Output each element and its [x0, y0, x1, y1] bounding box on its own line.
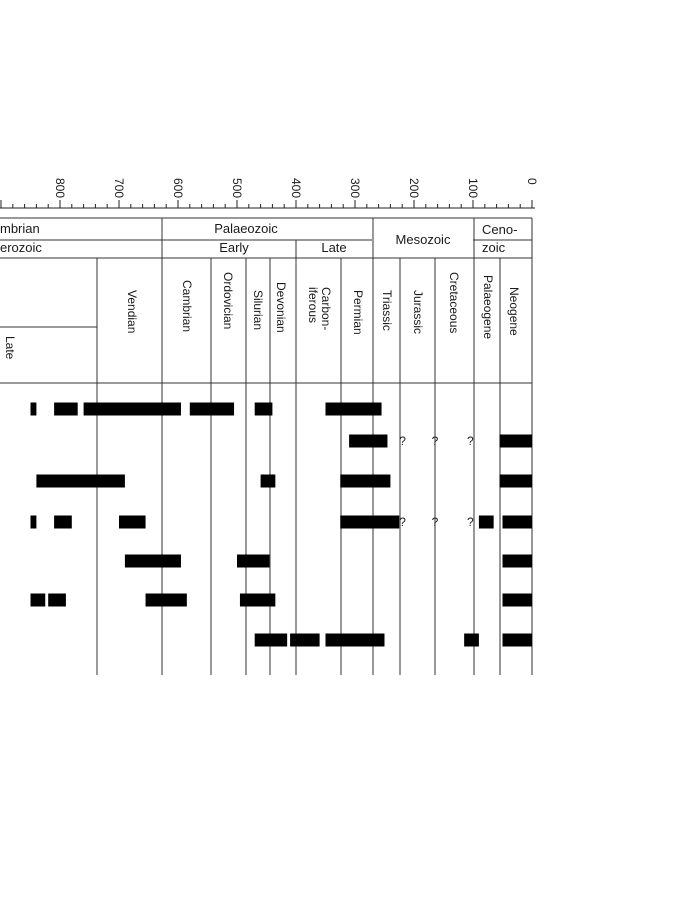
period-palaeogene-label: Palaeogene	[481, 275, 495, 340]
period-silurian-label: Silurian	[251, 290, 265, 331]
range-bar	[479, 516, 494, 529]
range-bar	[125, 555, 181, 568]
range-bar	[503, 555, 533, 568]
range-bar	[500, 435, 532, 448]
range-bars	[31, 403, 533, 647]
range-bar	[190, 403, 234, 416]
unknown-range-mark: ?	[431, 434, 439, 448]
era-late-label: Late	[321, 240, 347, 255]
range-bar	[503, 594, 533, 607]
period-neogene-label: Neogene	[507, 287, 521, 336]
range-bar	[119, 516, 146, 529]
range-bar	[326, 634, 385, 647]
range-bar	[237, 555, 269, 568]
period-jurassic-label: Jurassic	[411, 290, 425, 335]
period-vendian-label: Vendian	[125, 290, 139, 334]
unknown-range-mark: ?	[431, 515, 439, 529]
range-bar	[349, 435, 387, 448]
range-bar	[240, 594, 275, 607]
range-bar	[340, 475, 390, 488]
axis-tick-label: 300	[348, 178, 362, 199]
range-bar	[290, 634, 320, 647]
range-bar	[31, 516, 37, 529]
range-bar	[31, 594, 46, 607]
era-early-label: Early	[219, 240, 249, 255]
era-precambrian-label: mbrian	[0, 221, 40, 236]
axis-tick-label: 0	[525, 178, 539, 185]
period-devonian-label: Devonian	[274, 282, 288, 333]
period-carboniferous-label-2: iferous	[306, 287, 320, 324]
axis-tick-label: 700	[112, 178, 126, 199]
axis-tick-label: 800	[53, 178, 67, 199]
period-cretaceous-label: Cretaceous	[447, 272, 461, 334]
range-bar	[326, 403, 382, 416]
unknown-range-mark: ?	[467, 515, 474, 529]
period-carboniferous-label-1: Carbon-	[319, 287, 333, 331]
range-bar	[261, 475, 276, 488]
range-bar	[503, 634, 533, 647]
range-bar	[31, 403, 37, 416]
axis-tick-label: 600	[171, 178, 185, 199]
unknown-range-mark: ?	[399, 434, 406, 448]
axis-tick-label: 100	[466, 178, 480, 199]
range-bar	[54, 403, 78, 416]
range-bar	[54, 516, 72, 529]
axis-tick-label: 200	[407, 178, 421, 199]
range-bar	[48, 594, 66, 607]
range-bar	[255, 634, 287, 647]
period-cambrian-label: Cambrian	[180, 280, 194, 333]
period-permian-label: Permian	[351, 290, 365, 335]
range-bar	[500, 475, 532, 488]
time-axis	[0, 178, 539, 208]
range-bar	[255, 403, 273, 416]
era-cenozoic-label-1: Ceno-	[482, 222, 518, 237]
period-late-proterozoic-label: Late	[3, 336, 17, 360]
range-bar	[36, 475, 125, 488]
era-proterozoic-label: erozoic	[0, 240, 42, 255]
axis-tick-label: 400	[289, 178, 303, 199]
period-triassic-label: Triassic	[380, 290, 394, 331]
period-ordovician-label: Ordovician	[221, 272, 235, 330]
range-bar	[340, 516, 399, 529]
unknown-range-mark: ?	[399, 515, 406, 529]
era-cenozoic-label-2: zoic	[482, 240, 506, 255]
range-bar	[146, 594, 187, 607]
axis-tick-label: 500	[230, 178, 244, 199]
era-mesozoic-label: Mesozoic	[395, 232, 451, 247]
era-palaeozoic-label: Palaeozoic	[214, 221, 278, 236]
range-bar	[84, 403, 181, 416]
unknown-range-mark: ?	[467, 434, 474, 448]
range-bar	[464, 634, 479, 647]
range-bar	[503, 516, 533, 529]
